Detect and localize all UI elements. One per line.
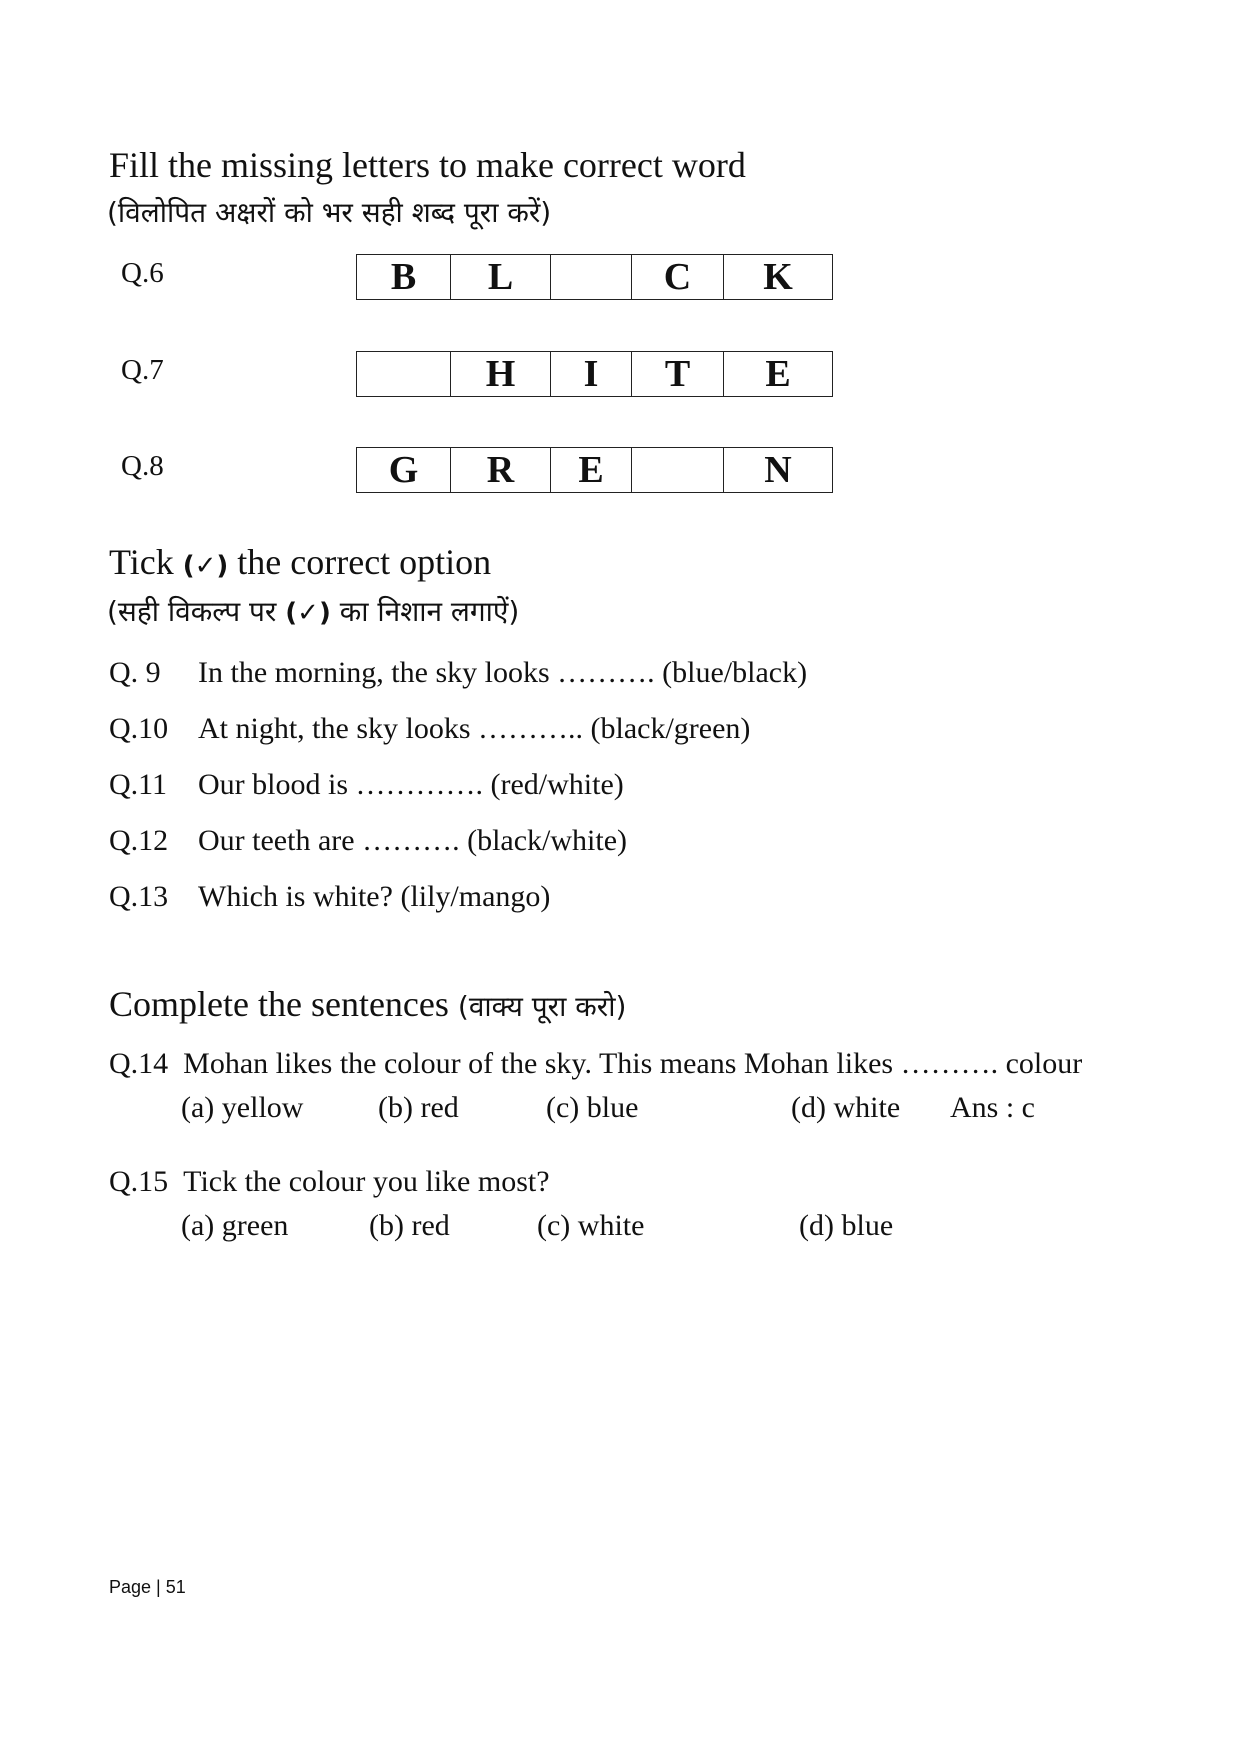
subtitle-text: (सही विकल्प पर	[107, 595, 286, 628]
letter-cell: K	[763, 256, 793, 298]
tick-icon: (✓)	[285, 598, 331, 628]
question-number: Q.12	[109, 824, 169, 857]
title-text: Complete the sentences	[109, 984, 449, 1024]
option-d[interactable]: (d) blue	[799, 1209, 894, 1242]
letter-grid-q7	[356, 351, 833, 397]
question-q12	[109, 824, 627, 858]
question-text: Which is white? (lily/mango)	[198, 880, 551, 913]
letter-cell-blank[interactable]	[632, 448, 724, 492]
letter-cell: G	[357, 448, 451, 492]
question-number: Q.13	[109, 880, 169, 913]
question-number: Q.10	[109, 712, 169, 745]
option-a[interactable]: (a) yellow	[181, 1091, 304, 1124]
answer-text: Ans : c	[950, 1091, 1035, 1124]
section-subtitle-hindi-tick	[107, 592, 519, 630]
letter-cell: T	[632, 352, 724, 396]
question-number: Q. 9	[109, 656, 161, 689]
section-title-fill-letters: Fill the missing letters to make correct word	[109, 145, 746, 185]
letter-grid-q6	[356, 254, 833, 300]
title-hindi: (वाक्य पूरा करो)	[457, 990, 627, 1023]
letter-cell: H	[451, 352, 551, 396]
letter-cell: R	[451, 448, 551, 492]
question-q13	[109, 880, 550, 914]
tick-icon: (✓)	[182, 551, 229, 581]
section-title-tick	[109, 541, 491, 583]
letter-cell: B	[357, 255, 451, 299]
question-label-q7: Q.7	[121, 354, 164, 386]
question-number: Q.15	[109, 1165, 169, 1198]
letter-cell-blank[interactable]	[357, 352, 451, 396]
question-q15	[109, 1165, 550, 1199]
section-subtitle-hindi-fill: (विलोपित अक्षरों को भर सही शब्द पूरा करें)	[107, 196, 552, 229]
letter-cell: L	[451, 255, 551, 299]
letter-cell-blank[interactable]	[551, 255, 632, 299]
letter-cell: N	[764, 449, 792, 491]
question-number: Q.11	[109, 768, 168, 801]
option-c[interactable]: (c) white	[537, 1209, 645, 1242]
question-number: Q.14	[109, 1047, 169, 1080]
question-label-q8: Q.8	[121, 450, 164, 482]
option-d[interactable]: (d) white	[791, 1091, 901, 1124]
question-label-q6: Q.6	[121, 257, 164, 289]
title-text: Tick	[109, 542, 183, 582]
question-text: Tick the colour you like most?	[183, 1165, 550, 1198]
section-title-complete	[109, 983, 626, 1025]
question-q9	[109, 656, 807, 690]
letter-cell: C	[632, 255, 724, 299]
letter-grid-q8	[356, 447, 833, 493]
question-q11	[109, 768, 624, 802]
page-number: Page | 51	[109, 1577, 186, 1597]
question-q10	[109, 712, 750, 746]
question-text: Our blood is …………. (red/white)	[198, 768, 624, 801]
title-text: the correct option	[228, 542, 492, 582]
question-text: Our teeth are ………. (black/white)	[198, 824, 628, 857]
option-b[interactable]: (b) red	[378, 1091, 459, 1124]
question-text: In the morning, the sky looks ………. (blue/black)	[198, 656, 808, 689]
subtitle-text: का निशान लगाऐं)	[330, 595, 520, 628]
option-a[interactable]: (a) green	[181, 1209, 289, 1242]
letter-cell: E	[765, 353, 791, 395]
letter-cell: E	[551, 448, 632, 492]
question-text: At night, the sky looks ……….. (black/green)	[198, 712, 751, 745]
question-text: Mohan likes the colour of the sky. This means Mohan likes ………. colour	[183, 1047, 1083, 1080]
option-b[interactable]: (b) red	[369, 1209, 450, 1242]
option-c[interactable]: (c) blue	[546, 1091, 639, 1124]
letter-cell: I	[551, 352, 632, 396]
question-q14	[109, 1047, 1082, 1081]
